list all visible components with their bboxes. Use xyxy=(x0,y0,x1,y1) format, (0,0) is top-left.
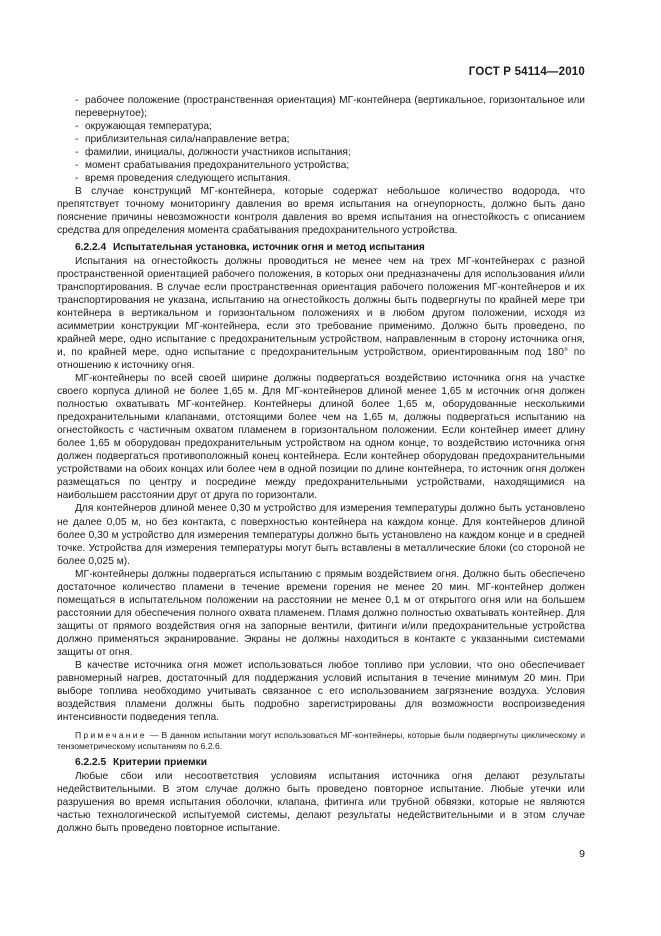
section-heading-6-2-2-4 xyxy=(57,241,585,254)
paragraph: В качестве источника огня может использоваться любое топливо при условии, что оно обеспечивает равномерный нагрев, достаточный для поддержания условий испытания в течение минимум 20 мин. При выборе топлива необходимо учитывать связанное с его использованием загрязнение воздуха. Условия воздействия пламени должны быть подробно зарегистрированы для возможности воспроизведения интенсивности подведения тепла. xyxy=(57,660,585,724)
list-item: - приблизительная сила/направление ветра; xyxy=(75,134,290,146)
paragraph: МГ-контейнеры по всей своей ширине должны подвергаться воздействию источника огня на участке своего корпуса длиной не более 1,65 м. Для МГ-контейнеров длиной менее 1,65 м источник огня должен полностью охватывать МГ-контейнер. Контейнеры длиной более 1,65 м, оборудованные несколькими предохранительными клапанами, отстоящими более чем на 1,65 м, должны подвергаться испытанию на огнестойкость с частичным охватом пламенем в горизонтальном положении. Если контейнер имеет длину более 1,65 м оборудован предохранительным устройством на одном конце, то воздействию источника огня должен подвергаться противоположный конец контейнера. Если контейнер оборудован предохранительными устройствами на обоих концах или более чем в одной позиции по длине контейнера, то источник огня должен размещаться по центру и посредине между предохранительными устройствами, находящимися на наибольшем расстоянии друг от друга по горизонтали. xyxy=(57,372,585,502)
section-number: 6.2.2.5 xyxy=(75,756,107,768)
list-item: - фамилии, инициалы, должности участников испытания; xyxy=(75,147,351,159)
paragraph: Испытания на огнестойкость должны проводиться не менее чем на трех МГ-контейнерах с разной пространственной ориентацией рабочего положения, в которых они предназначены для использования и/или транспортирования. В случае если пространственная ориентация рабочего положения МГ-контейнеров и их транспортирования не указана, испытанию на огнестойкость должны быть подвергнуты по крайней мере три контейнера в вертикальном и горизонтальном положениях и в любом другом положении, исходя из асимметрии конструкции МГ-контейнера, если это требование применимо. Должно быть проведено, по крайней мере, одно испытание с предохранительным устройством, направленным в сторону источника огня, и, по крайней мере, одно испытание с предохранительным устройством, ориентированным под 180° по отношению к источнику огня. xyxy=(57,255,585,371)
list-item: - окружающая температура; xyxy=(75,121,212,133)
note-label: Примечание xyxy=(75,730,147,741)
standard-designation: ГОСТ Р 54114—2010 xyxy=(468,66,585,78)
section-title: Испытательная установка, источник огня и метод испытания xyxy=(113,241,425,253)
list-item: - момент срабатывания предохранительного устройства; xyxy=(75,160,350,172)
section-title: Критерии приемки xyxy=(113,756,208,768)
paragraph: В случае конструкций МГ-контейнера, которые содержат небольшое количество водорода, что препятствует точному мониторингу давления во время испытания на огнеупорность, должно быть дано пояснение причины невозможности контроля давления во время испытания на огнестойкость с описанием средства для определения момента срабатывания предохранительного устройства. xyxy=(57,186,585,237)
section-heading-6-2-2-5 xyxy=(57,756,585,769)
paragraph: Для контейнеров длиной менее 0,30 м устройство для измерения температуры должно быть установлено не далее 0,05 м, но без контакта, с поверхностью контейнера на каждом конце. Для контейнеров длиной более 0,30 м устройство для измерения температуры должно быть установлено на каждом конце и в средней точке. Устройства для измерения температуры могут быть вставлены в металлические блоки (со стороной не более 0,025 м). xyxy=(57,503,585,567)
record-items-list xyxy=(57,94,585,185)
paragraph: Любые сбои или несоответствия условиям испытания источника огня делают результаты недействительными. В этом случае должно быть проведено повторное испытание. Любые утечки или разрушения во время испытания оболочки, клапана, фитинга или трубной обвязки, которые не являются частью технологической испытуемой системы, делают результаты недействительными и в этом случае должно быть проведено повторное испытание. xyxy=(57,770,585,834)
page-content xyxy=(57,94,585,835)
note-text: — В данном испытании могут использоваться МГ-контейнеры, которые были подвергнуты циклическому и тензометрическому испытаниям по 6.2.6. xyxy=(57,730,586,752)
page-number: 9 xyxy=(579,848,585,860)
note xyxy=(57,730,585,752)
paragraph: МГ-контейнеры должны подвергаться испытанию с прямым воздействием огня. Должно быть обеспечено достаточное количество пламени в течение времени горения не менее 20 мин. МГ-контейнер должен помещаться в испытательном положении на расстоянии не менее 0,1 м от открытого огня или на большем расстоянии для обеспечения полного охвата пламенем. Пламя должно полностью охватывать контейнер. Для защиты от прямого воздействия огня на запорные вентили, фитинги и/или предохранительные устройства должно применяться экранирование. Экраны не должны находиться в контакте с указанными системами защиты от огня. xyxy=(57,568,585,658)
list-item: - время проведения следующего испытания. xyxy=(75,173,291,185)
section-number: 6.2.2.4 xyxy=(75,241,107,253)
list-item: - рабочее положение (пространственная ориентация) МГ-контейнера (вертикальное, горизонтальное или перевернутое); xyxy=(75,95,585,120)
